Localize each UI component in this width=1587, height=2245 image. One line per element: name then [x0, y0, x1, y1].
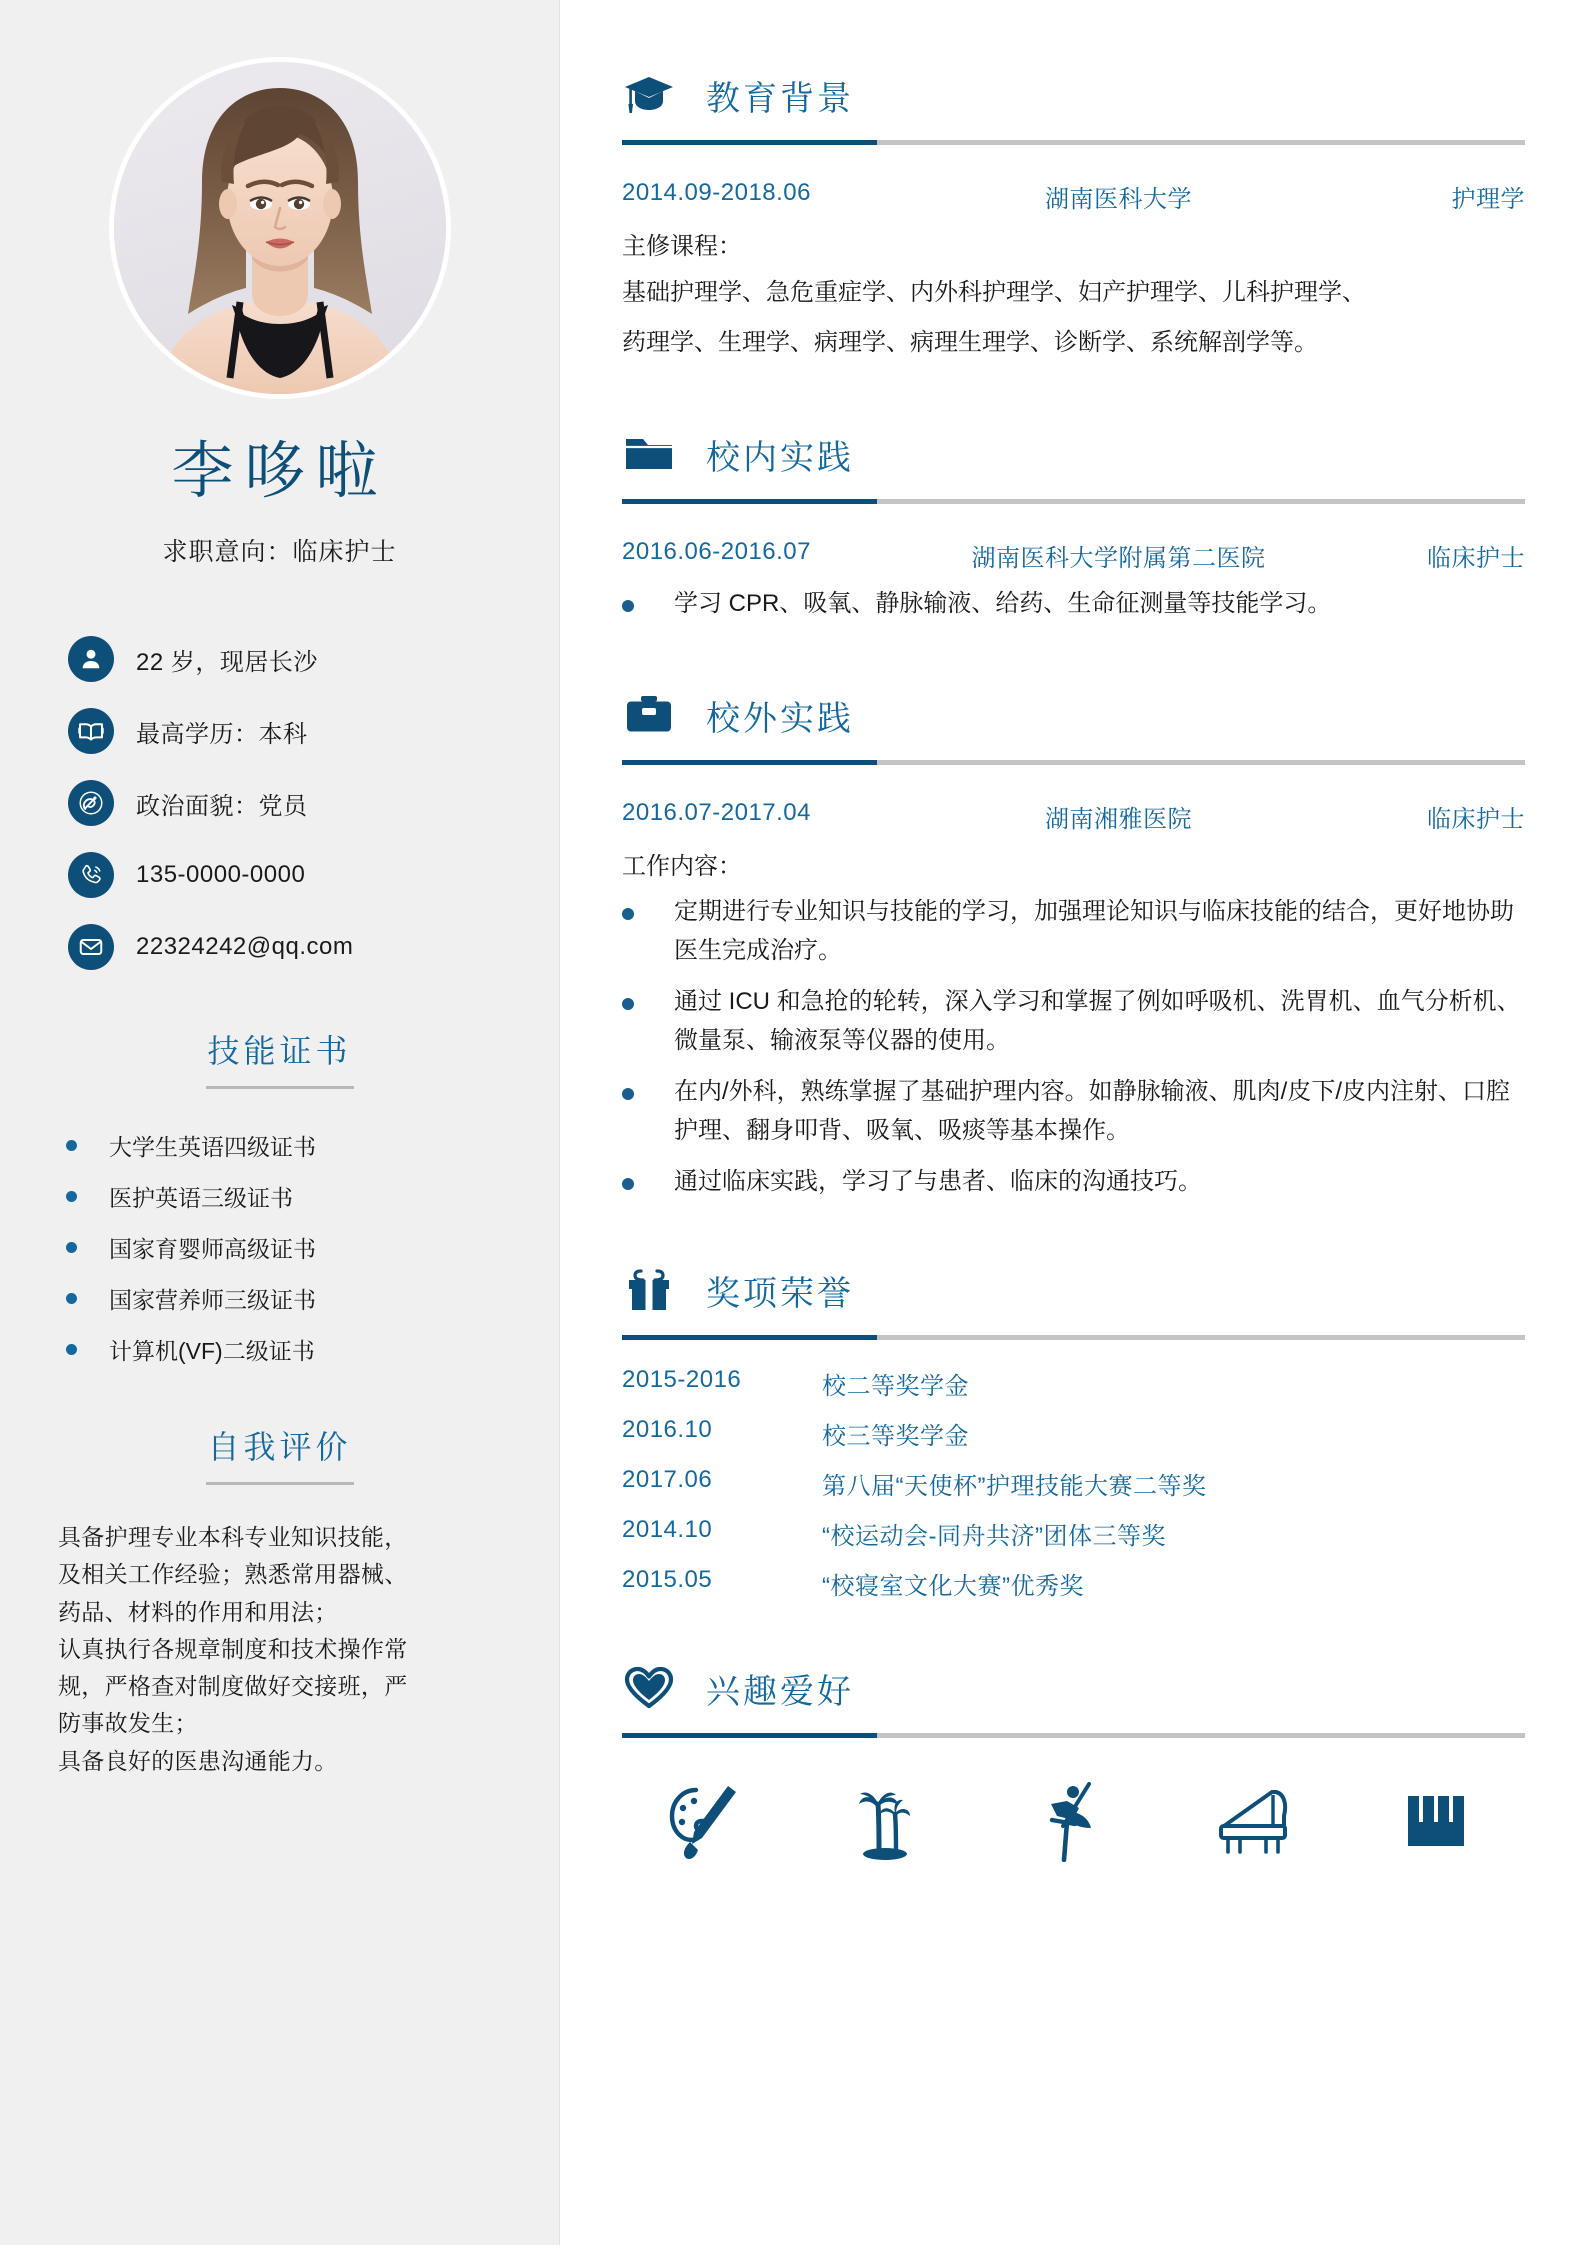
folder-icon [622, 427, 676, 481]
self-evaluation-line: 防事故发生； [58, 1710, 198, 1737]
courses-label: 主修课程： [622, 233, 742, 260]
table-row [622, 1466, 1525, 1501]
palm-tree-travel-icon [827, 1782, 947, 1862]
divider [206, 1086, 354, 1089]
piano-keys-icon [1377, 1782, 1497, 1862]
bullet-dot-icon [66, 1242, 77, 1253]
award-text: 校二等奖学金 [822, 1373, 969, 1401]
award-date: 2014.10 [622, 1516, 713, 1544]
certificate-label: 国家营养师三级证书 [109, 1287, 316, 1314]
courses-line: 基础护理学、急危重症学、内外科护理学、妇产护理学、儿科护理学、 [622, 279, 1366, 306]
section-title: 教育背景 [706, 79, 854, 118]
grand-piano-icon [1194, 1782, 1314, 1862]
self-evaluation-line: 具备良好的医患沟通能力。 [58, 1747, 338, 1774]
bullet-text: 通过临床实践，学习了与患者、临床的沟通技巧。 [674, 1167, 1202, 1195]
award-date: 2015-2016 [622, 1366, 742, 1394]
briefcase-icon [622, 688, 676, 742]
self-evaluation-body [58, 1519, 501, 1780]
contact-item-phone [68, 852, 501, 898]
avatar [114, 62, 446, 394]
dancing-icon [1011, 1782, 1131, 1862]
self-evaluation-line: 认真执行各规章制度和技术操作常 [58, 1635, 408, 1662]
list-item [66, 1129, 501, 1162]
bullet-dot-icon [622, 1088, 634, 1100]
list-item [66, 1282, 501, 1315]
self-evaluation-line: 及相关工作经验；熟悉常用器械、 [58, 1561, 408, 1588]
section-divider [622, 1335, 1525, 1340]
self-evaluation-heading [58, 1422, 501, 1485]
entry-meta-row [622, 179, 1525, 214]
offcampus-practice-bullets [622, 893, 1525, 1201]
certificate-label: 医护英语三级证书 [109, 1185, 293, 1212]
section-title: 兴趣爱好 [706, 1672, 854, 1711]
entry-organization: 湖南医科大学 [1045, 186, 1192, 213]
bullet-dot-icon [622, 908, 634, 920]
portrait-photo [114, 62, 446, 394]
self-evaluation-line: 药品、材料的作用和用法； [58, 1598, 338, 1625]
contact-text: 22324242@qq.com [136, 933, 354, 961]
job-objective: 求职意向：临床护士 [162, 538, 397, 567]
section-header [622, 425, 1525, 483]
entry-date: 2014.09-2018.06 [622, 179, 811, 206]
bullet-text: 学习 CPR、吸氧、静脉输液、给药、生命征测量等技能学习。 [674, 590, 1332, 618]
graduation-cap-icon [622, 68, 676, 122]
heart-icon [622, 1661, 676, 1715]
entry-role: 临床护士 [1427, 806, 1525, 834]
award-text: 第八届“天使杯”护理技能大赛二等奖 [822, 1473, 1207, 1501]
contact-text: 22 岁，现居长沙 [136, 648, 318, 676]
section-offcampus-practice [622, 686, 1525, 1201]
list-item [622, 1073, 1525, 1151]
campus-practice-entry [622, 538, 1525, 624]
section-divider [622, 140, 1525, 145]
bullet-dot-icon [622, 1178, 634, 1190]
bullet-dot-icon [622, 600, 634, 612]
section-awards [622, 1261, 1525, 1601]
contact-item-education [68, 708, 501, 754]
contact-item-age-city [68, 636, 501, 682]
bullet-dot-icon [66, 1140, 77, 1151]
painting-palette-icon [644, 1782, 764, 1862]
phone-icon [68, 852, 114, 898]
self-evaluation-line: 规，严格查对制度做好交接班，严 [58, 1673, 408, 1700]
bullet-text: 在内/外科，熟练掌握了基础护理内容。如静脉输液、肌肉/皮下/皮内注射、口腔护理、翻身叩背、吸氧、吸痰等基本操作。 [674, 1077, 1511, 1144]
bullet-dot-icon [66, 1191, 77, 1202]
list-item [66, 1180, 501, 1213]
section-hobbies [622, 1659, 1525, 1862]
entry-role: 临床护士 [1427, 545, 1525, 573]
table-row [622, 1566, 1525, 1601]
table-row [622, 1516, 1525, 1551]
bullet-text: 通过 ICU 和急抢的轮转，深入学习和掌握了例如呼吸机、洗胃机、血气分析机、微量泵、输液泵等仪器的使用。 [674, 988, 1521, 1054]
sidebar [0, 0, 560, 2245]
section-title: 校内实践 [706, 438, 854, 477]
entry-meta-row [622, 799, 1525, 834]
contact-text: 政治面貌：党员 [136, 792, 308, 820]
hobby-icon-row [622, 1782, 1525, 1862]
person-icon [68, 636, 114, 682]
section-education [622, 66, 1525, 361]
awards-list [622, 1366, 1525, 1601]
bullet-dot-icon [622, 998, 634, 1010]
contact-item-political-status [68, 780, 501, 826]
list-item [66, 1333, 501, 1366]
section-title: 校外实践 [706, 699, 854, 738]
self-evaluation-line: 具备护理专业本科专业知识技能， [58, 1524, 408, 1551]
contact-item-email [68, 924, 501, 970]
certificate-label: 计算机(VF)二级证书 [109, 1338, 315, 1365]
list-item [622, 585, 1525, 624]
section-header [622, 1659, 1525, 1717]
entry-organization: 湖南湘雅医院 [1045, 806, 1192, 834]
list-item [622, 983, 1525, 1061]
envelope-icon [68, 924, 114, 970]
offcampus-practice-entry [622, 799, 1525, 1201]
award-date: 2017.06 [622, 1466, 713, 1494]
contact-text: 最高学历：本科 [136, 720, 308, 748]
list-item [622, 1163, 1525, 1202]
divider [206, 1482, 354, 1485]
gift-icon [622, 1263, 676, 1317]
entry-meta-row [622, 538, 1525, 573]
certificates-heading [58, 1026, 501, 1089]
award-date: 2016.10 [622, 1416, 713, 1444]
contact-list [58, 636, 501, 970]
education-entry [622, 179, 1525, 361]
award-text: “校寝室文化大赛”优秀奖 [822, 1573, 1084, 1601]
entry-organization: 湖南医科大学附属第二医院 [971, 545, 1266, 573]
award-text: “校运动会-同舟共济”团体三等奖 [822, 1523, 1166, 1551]
self-evaluation-title: 自我评价 [207, 1429, 352, 1466]
table-row [622, 1366, 1525, 1401]
list-item [66, 1231, 501, 1264]
certificate-label: 国家育婴师高级证书 [109, 1236, 316, 1263]
award-text: 校三等奖学金 [822, 1423, 969, 1451]
section-header [622, 66, 1525, 124]
bullet-dot-icon [66, 1293, 77, 1304]
table-row [622, 1416, 1525, 1451]
party-emblem-icon [68, 780, 114, 826]
work-content-label: 工作内容： [622, 853, 742, 881]
entry-date: 2016.07-2017.04 [622, 799, 811, 827]
section-header [622, 1261, 1525, 1319]
contact-text: 135-0000-0000 [136, 861, 306, 889]
main-content [560, 0, 1587, 2245]
bullet-dot-icon [66, 1344, 77, 1355]
courses-line: 药理学、生理学、病理学、病理生理学、诊断学、系统解剖学等。 [622, 329, 1318, 357]
section-divider [622, 499, 1525, 504]
campus-practice-bullets [622, 585, 1525, 624]
award-date: 2015.05 [622, 1566, 713, 1594]
section-divider [622, 1733, 1525, 1738]
bullet-text: 定期进行专业知识与技能的学习，加强理论知识与临床技能的结合，更好地协助医生完成治疗。 [674, 898, 1514, 965]
certificate-label: 大学生英语四级证书 [109, 1134, 316, 1161]
book-icon [68, 708, 114, 754]
certificates-list [58, 1129, 501, 1366]
certificates-title: 技能证书 [207, 1033, 352, 1070]
section-title: 奖项荣誉 [706, 1274, 854, 1313]
entry-date: 2016.06-2016.07 [622, 538, 811, 566]
section-header [622, 686, 1525, 744]
page-title: 李哆啦 [171, 437, 388, 506]
list-item [622, 893, 1525, 971]
section-divider [622, 760, 1525, 765]
section-campus-practice [622, 425, 1525, 624]
entry-major: 护理学 [1451, 186, 1525, 213]
